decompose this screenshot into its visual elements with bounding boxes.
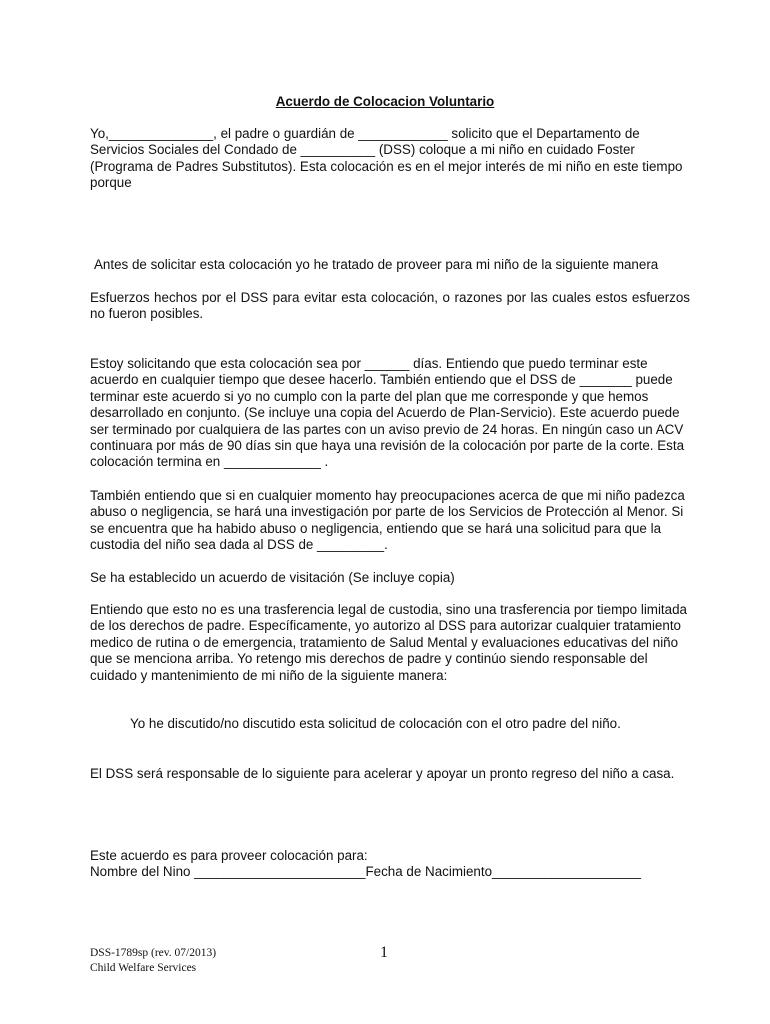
paragraph-custody: Entiendo que esto no es una trasferencia legal de custodia, sino una trasferencia por tiempo limitada de los derechos de padre. Específicamente, yo autorizo al DSS para autorizar cualquier tratamiento medico de rutina o de emergencia, tratamiento de Salud Mental y evaluaciones educativas del niño que se menciona arriba. Yo retengo mis derechos de padre y continúo siendo responsable del cuidado y mantenimiento de mi niño de la siguiente manera:	[90, 602, 687, 683]
page-number: 1	[380, 944, 388, 961]
document-title: Acuerdo de Colocacion Voluntario	[275, 94, 495, 109]
agreement-for-line: Este acuerdo es para proveer colocación para:	[90, 848, 368, 863]
paragraph-consent: Yo,______________, el padre o guardián de ____________ solicito que el Departamento de Servicios Sociales del Condado de __________ (DSS) coloque a mi niño en cuidado Foster (Programa de Padres Substitutos). Esta colocación es en el mejor interés de mi niño en este tiempo porque	[90, 126, 683, 191]
footer	[90, 946, 216, 976]
paragraph-dss-efforts: Esfuerzos hechos por el DSS para evitar esta colocación, o razones por las cuales estos esfuerzos no fueron posibles.	[90, 290, 690, 322]
paragraph-dss-responsibility: El DSS será responsable de lo siguiente para acelerar y apoyar un pronto regreso del niño a casa.	[90, 766, 675, 781]
form-number: DSS-1789sp (rev. 07/2013)	[90, 947, 217, 959]
paragraph-prior-efforts: Antes de solicitar esta colocación yo he tratado de proveer para mi niño de la siguiente manera	[94, 257, 659, 272]
paragraph-abuse-neglect: También entiendo que si en cualquier momento hay preocupaciones acerca de que mi niño padezca abuso o negligencia, se hará una investigación por parte de los Servicios de Protección al Menor. Si se encuentra que ha habido abuso o negligencia, entiendo que se hará una solicitud para que la custodia del niño sea dada al DSS de _________.	[90, 488, 685, 553]
division-name: Child Welfare Services	[90, 962, 197, 974]
paragraph-other-parent: Yo he discutido/no discutido esta solicitud de colocación con el otro padre del niño.	[130, 716, 621, 731]
child-name-birthdate-line: Nombre del Nino _______________________Fecha de Nacimiento____________________	[90, 864, 641, 879]
paragraph-duration: Estoy solicitando que esta colocación sea por ______ días. Entiendo que puedo terminar este acuerdo en cualquier tiempo que desee hacerlo. También entiendo que el DSS de _______ puede terminar este acuerdo si yo no cumplo con la parte del plan que me corresponde y que hemos desarrollado en conjunto. (Se incluye una copia del Acuerdo de Plan-Servicio). Este acuerdo puede ser terminado por cualquiera de las partes con un aviso previo de 24 horas. En ningún caso un ACV continuara por más de 90 días sin que haya una revisión de la colocación por parte de la corte. Esta colocación termina en _____________ .	[90, 356, 685, 470]
paragraph-visitation: Se ha establecido un acuerdo de visitación (Se incluye copia)	[90, 570, 455, 585]
